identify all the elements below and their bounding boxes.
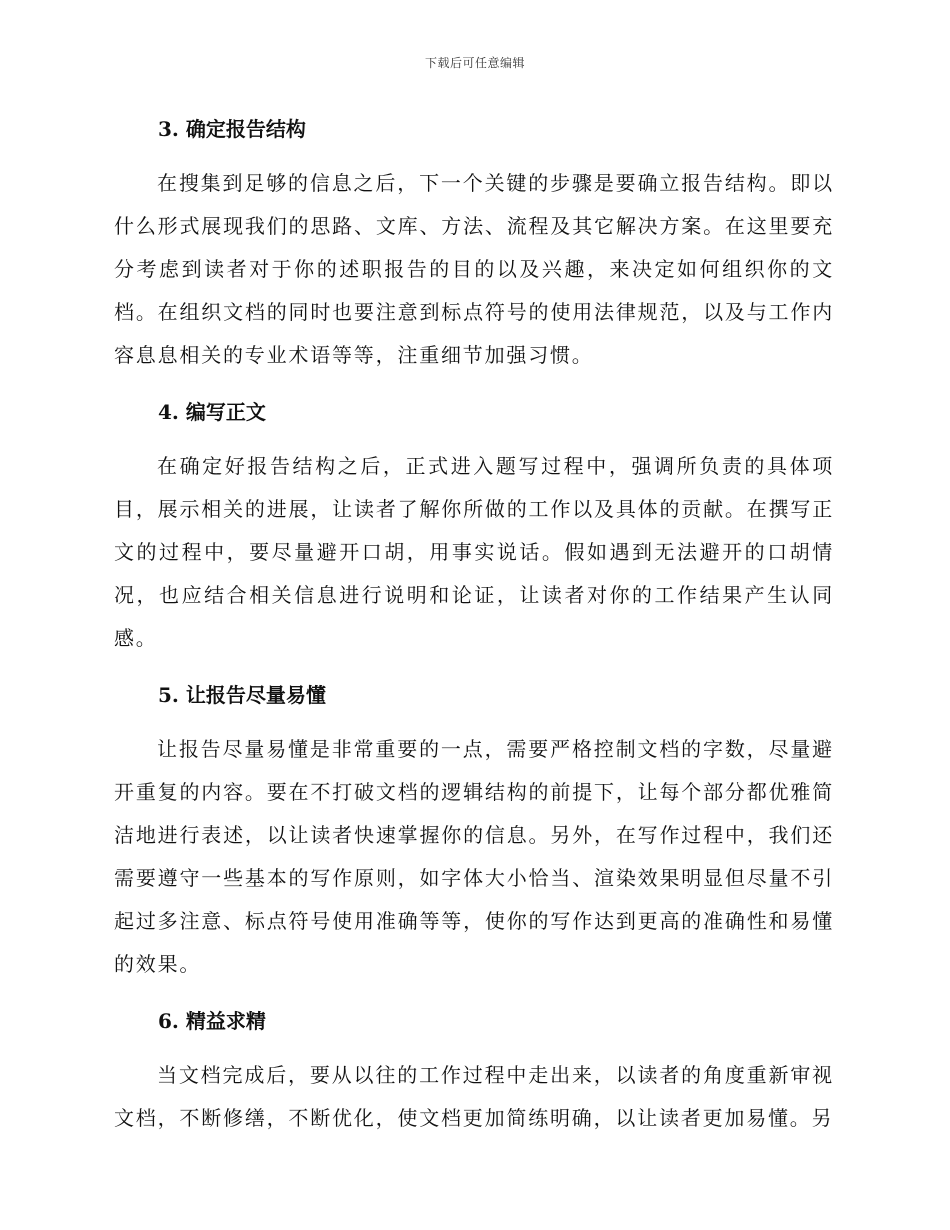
- section-paragraph-3: 在搜集到足够的信息之后，下一个关键的步骤是要确立报告结构。即以什么形式展现我们的思路、文库、方法、流程及其它解决方案。在这里要充分考虑到读者对于你的述职报告的目的以及兴趣，来决定如何组织你的文档。在组织文档的同时也要注意到标点符号的使用法律规范，以及与工作内容息息相关的专业术语等等，注重细节加强习惯。: [114, 171, 834, 367]
- section-paragraph-6: 当文档完成后，要从以往的工作过程中走出来，以读者的角度重新审视文档，不断修缮，不断优化，使文档更加简练明确，以让读者更加易懂。另: [114, 1063, 834, 1130]
- page-header: 下载后可任意编辑: [424, 56, 525, 70]
- section-paragraph-5: 让报告尽量易懂是非常重要的一点，需要严格控制文档的字数，尽量避开重复的内容。要在不打破文档的逻辑结构的前提下，让每个部分都优雅简洁地进行表述，以让读者快速掌握你的信息。另外，在写作过程中，我们还需要遵守一些基本的写作原则，如字体大小恰当、渲染效果明显但尽量不引起过多注意、标点符号使用准确等等，使你的写作达到更高的准确性和易懂的效果。: [114, 737, 834, 976]
- section-heading-5: 5. 让报告尽量易懂: [158, 683, 326, 707]
- section-heading-3: 3. 确定报告结构: [158, 117, 306, 141]
- document-body: [114, 108, 834, 1140]
- section-paragraph-4: 在确定好报告结构之后，正式进入题写过程中，强调所负责的具体项目，展示相关的进展，让读者了解你所做的工作以及具体的贡献。在撰写正文的过程中，要尽量避开口胡，用事实说话。假如遇到无法避开的口胡情况，也应结合相关信息进行说明和论证，让读者对你的工作结果产生认同感。: [114, 454, 834, 650]
- section-heading-6: 6. 精益求精: [158, 1009, 266, 1033]
- section-heading-4: 4. 编写正文: [158, 400, 266, 424]
